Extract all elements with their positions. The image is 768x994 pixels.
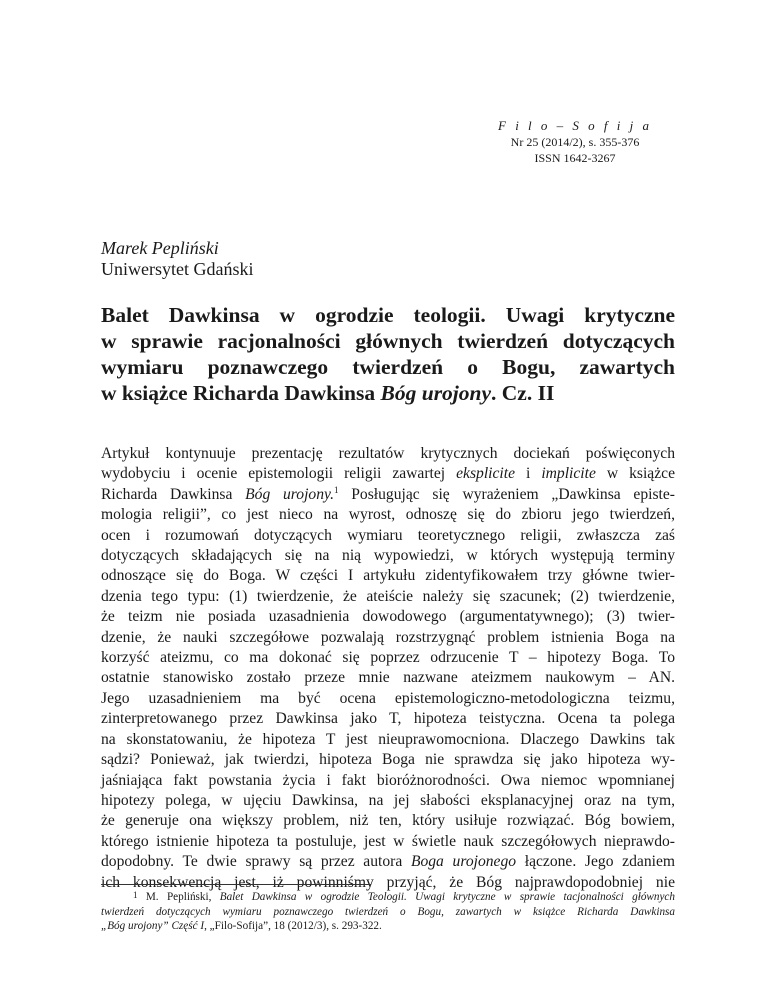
abstract-line: dzenia tego typu: (1) twierdzenie, że ateiście należy się szacunek; (2) twierdzenie, [101, 587, 675, 605]
text: M. Pepliński, [137, 891, 220, 903]
abstract-line: Artykuł kontynuuje prezentację rezultatów krytycznych dociekań poświęconych [101, 445, 675, 462]
abstract-line: że teizm nie posiada uzasadnienia dowodowego (argumentatywnego); (3) twier- [101, 608, 675, 626]
title-line: Balet Dawkinsa w ogrodzie teologii. Uwagi krytyczne [101, 303, 675, 327]
abstract-line: ich konsekwencją jest, iż powinniśmy przyjąć, że Bóg najprawdopodobniej nie [101, 873, 675, 891]
abstract-line: dotyczących składających się na nią wypowiedzi, w których występują terminy [101, 547, 675, 565]
abstract-line: mologia religii”, co jest nieco na wyrost, odnoszę się do zbioru jego twierdzeń, [101, 506, 675, 524]
abstract-line: zinterpretowanego przez Dawkinsa jako T, hipoteza teistyczna. Ocena ta polega [101, 710, 675, 728]
author-name: Marek Pepliński [101, 238, 219, 258]
abstract-line: ocen i rozumowań dotyczących wymiaru teoretycznego religii, zwłaszcza zaś [101, 526, 675, 544]
text: dopodobny. Te dwie sprawy są przez autora [101, 853, 411, 871]
abstract-line [101, 852, 675, 872]
footnote-number: 1 [133, 890, 138, 900]
abstract-line: Jego uzasadnieniem ma być ocena epistemologiczno-metodologiczna teizmu, [101, 689, 675, 707]
footnote-line [101, 919, 675, 934]
book-title: Bóg urojony [380, 381, 492, 405]
journal-header [470, 118, 680, 166]
text: łączone. Jego zdaniem [516, 853, 676, 871]
journal-name: F i l o – S o f i j a [498, 118, 652, 133]
text: wydobyciu i ocenie epistemologii religii zawartej [101, 465, 457, 483]
cited-title: Balet Dawkinsa w ogrodzie Teologii. Uwagi krytyczne w sprawie tacjonalności głównych [219, 891, 675, 903]
book-title: Boga urojonego [410, 853, 517, 871]
emphasis: implicite [541, 465, 596, 483]
journal-issn: ISSN 1642-3267 [534, 151, 616, 165]
abstract [101, 444, 675, 893]
abstract-line: odnoszące się do Boga. W części I artykułu zidentyfikowałem trzy główne twier- [101, 567, 675, 585]
article-title [101, 302, 675, 406]
abstract-line: jaśniająca fakt powstania życia i fakt bioróżnorodności. Owa niemoc wpomnianej [101, 771, 675, 789]
text: i [515, 465, 542, 483]
abstract-line [101, 485, 675, 505]
abstract-line: dzenie, że nauki szczegółowe pozwalają rozstrzygnąć problem istnienia Boga na [101, 628, 675, 646]
abstract-line: na skonstatowaniu, że hipoteza T jest nieuprawomocniona. Dlaczego Dawkins tak [101, 730, 675, 748]
cited-title: twierdzeń dotyczących wymiaru poznawczego twierdzeń o Bogu, zawartych w książce Richarda Dawkinsa [101, 905, 675, 918]
footnote-line [101, 905, 675, 920]
footnote-ref[interactable]: 1 [333, 484, 339, 495]
footnote [101, 890, 675, 934]
abstract-line: korzyść ateizmu, co ma dokonać się poprzez odrzucenie T – hipotezy Boga. To [101, 649, 675, 667]
text: Richarda Dawkinsa [101, 485, 246, 503]
abstract-line: sądzi? Ponieważ, jak twierdzi, hipoteza Boga nie sprawdza się jako hipoteza wy- [101, 751, 675, 769]
author-affiliation: Uniwersytet Gdański [101, 259, 254, 279]
abstract-line: ostatnie stanowisko zostało przeze mnie nazwane ateizmem naukowym – AN. [101, 669, 675, 687]
title-line: wymiaru poznawczego twierdzeń o Bogu, zawartych [101, 355, 675, 379]
title-line: w sprawie racjonalności głównych twierdzeń dotyczących [101, 329, 675, 353]
abstract-line [101, 464, 675, 484]
abstract-line: że generuje ona większy problem, niż ten, który usiłuje rozwiązać. Bóg bowiem, [101, 812, 675, 830]
footnote-line [101, 890, 675, 905]
abstract-line: którego istnienie hipoteza ta postuluje, jest w świetle nauk szczegółowych nieprawdo- [101, 832, 675, 850]
book-title: Bóg urojony. [245, 485, 334, 503]
text: w książce [595, 465, 675, 483]
text: , „Filo-Sofija”, 18 (2012/3), s. 293-322. [204, 920, 382, 932]
journal-issue: Nr 25 (2014/2), s. 355-376 [510, 135, 640, 149]
abstract-line: hipotezy polega, w ujęciu Dawkinsa, na jej słabości eksplanacyjnej oraz na tym, [101, 791, 675, 809]
title-text: . Cz. II [491, 381, 555, 405]
cited-title: „Bóg urojony” Część I [101, 920, 205, 932]
author-block [101, 238, 253, 280]
footnote-divider [101, 884, 371, 885]
emphasis: eksplicite [456, 465, 516, 483]
text: Posługując się wyrażeniem „Dawkinsa episte- [338, 485, 675, 503]
title-text: w książce Richarda Dawkinsa [101, 381, 381, 405]
title-line [101, 380, 675, 406]
